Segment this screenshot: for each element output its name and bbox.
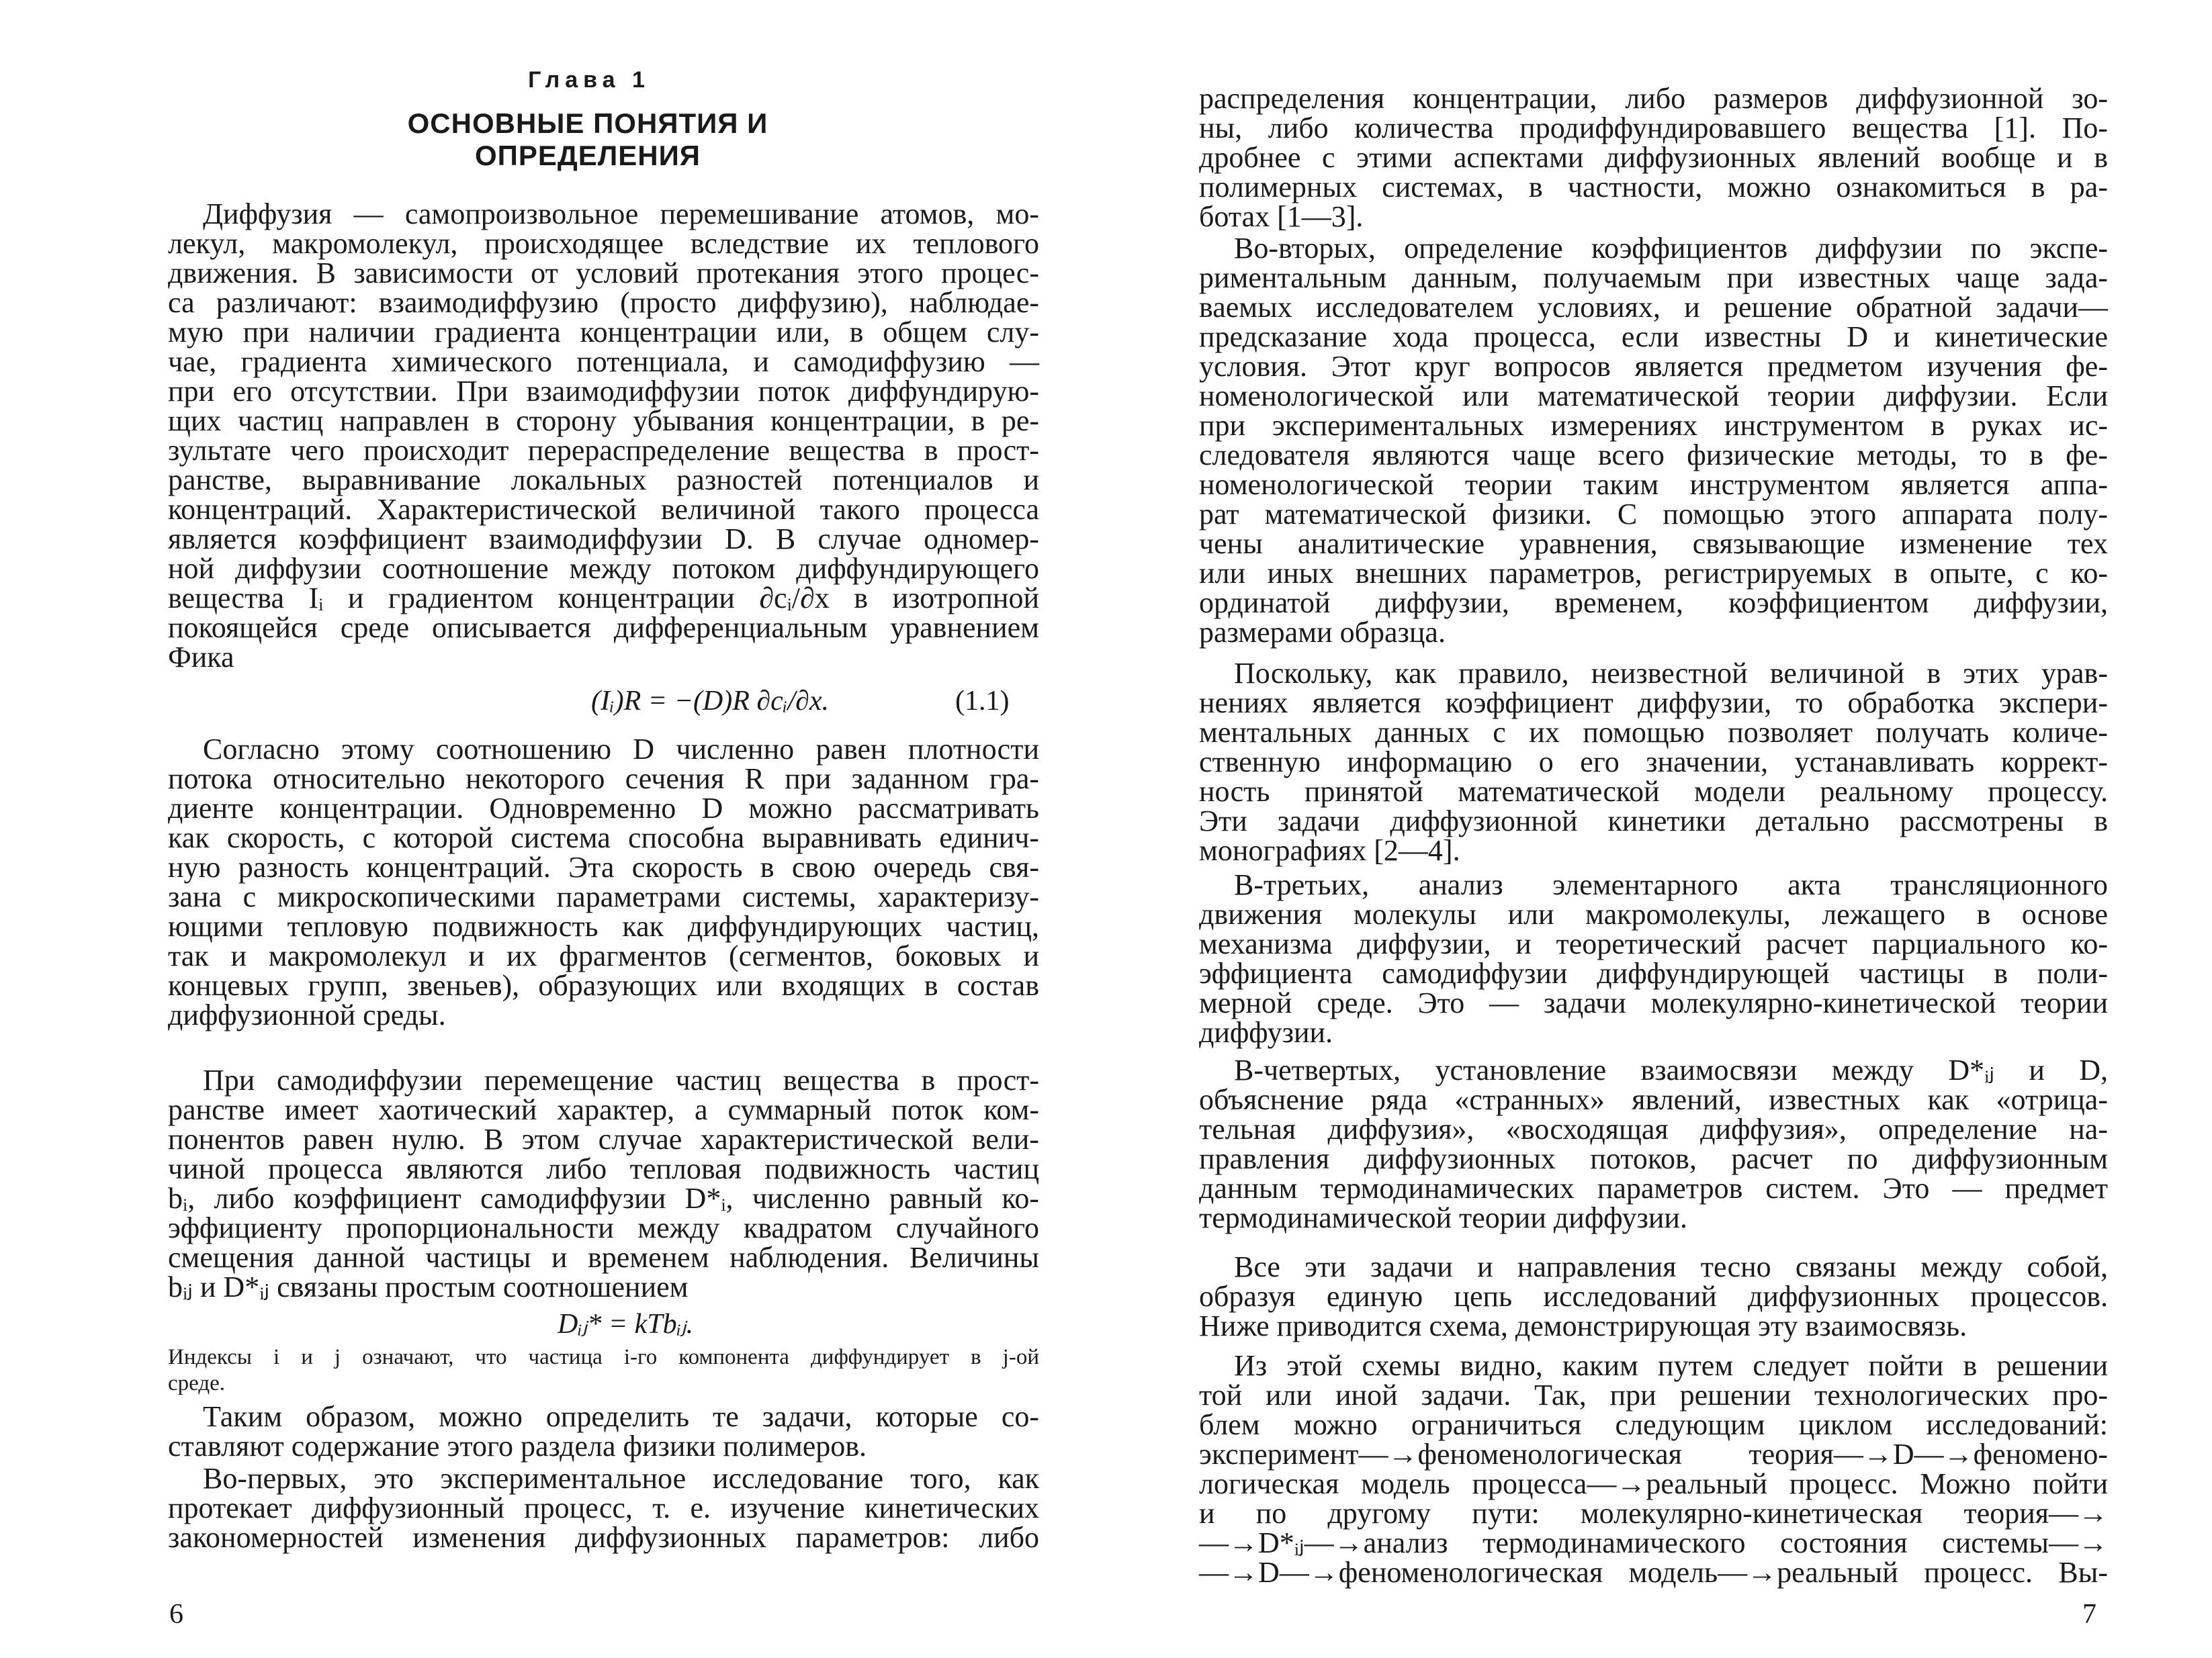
text-line: объяснение ряда «странных» явлений, известных как «отрица- (1199, 1083, 2108, 1116)
text-line: нениях является коэффициент диффузии, то обработка экспери- (1199, 686, 2108, 719)
text-line: покоящейся среде описывается дифференциальным уравнением (168, 611, 1039, 644)
text-line: риментальным данным, получаемым при известных чаще зада- (1199, 261, 2108, 294)
text-line: монографиях [2—4]. (1199, 834, 1460, 867)
text-line: Согласно этому соотношению D численно равен плотности (203, 733, 1039, 766)
text-line: зана с микроскопическими параметрами системы, характеризу- (168, 880, 1039, 913)
text-line: движения молекулы или макромолекулы, лежащего в основе (1199, 898, 2108, 931)
paragraph (1199, 1056, 2108, 1233)
footnote (168, 1344, 1039, 1397)
text-line: и по другому пути: молекулярно-кинетическая теория—→ (1199, 1497, 2108, 1530)
text-line: или иных внешних параметров, регистрируемых в опыте, с ко- (1199, 557, 2108, 590)
text-line: ны, либо количества продиффундировавшего вещества [1]. По- (1199, 111, 2108, 144)
text-line: Все эти задачи и направления тесно связаны между собой, (1234, 1250, 2108, 1283)
paragraph (168, 1066, 1039, 1302)
text-line: концевых групп, звеньев), образующих или входящих в состав (168, 969, 1039, 1002)
text-line: ной диффузии соотношение между потоком диффундирующего (168, 552, 1039, 585)
text-line: Поскольку, как правило, неизвестной величиной в этих урав- (1234, 657, 2108, 690)
text-line: ранстве имеет хаотический характер, а суммарный поток ком- (168, 1093, 1039, 1126)
text-line: Таким образом, можно определить те задачи, которые со- (203, 1400, 1039, 1433)
text-line: диффузии. (1199, 1016, 1333, 1049)
text-line: В-четвертых, установление взаимосвязи между D*ᵢⱼ и D, (1234, 1054, 2108, 1087)
text-line: термодинамической теории диффузии. (1199, 1201, 1687, 1234)
paragraph (1199, 1351, 2108, 1587)
text-line: при экспериментальных измерениях инструментом в руках ис- (1199, 409, 2108, 442)
footnote-line: Индексы i и j означают, что частица i-го компонента диффундирует в j-ой (168, 1345, 1039, 1369)
text-line: са различают: взаимодиффузию (просто диффузию), наблюдае- (168, 286, 1039, 319)
paragraph (168, 1464, 1039, 1553)
equation-fick: (Iᵢ)R = −(D)R ∂cᵢ/∂x. (591, 686, 830, 717)
page-number: 6 (169, 1599, 183, 1630)
text-line: предсказание хода процесса, если известны D и кинетические (1199, 320, 2108, 353)
equation-number: (1.1) (955, 686, 1010, 717)
text-line: В-третьих, анализ элементарного акта трансляционного (1234, 868, 2108, 901)
text-line: движения. В зависимости от условий протекания этого процес- (168, 257, 1039, 289)
paragraph (168, 735, 1039, 1030)
text-line: номенологической теории таким инструментом является аппа- (1199, 468, 2108, 501)
text-line: распределения концентрации, либо размеров диффузионной зо- (1199, 82, 2108, 115)
text-line: bᵢⱼ и D*ᵢⱼ связаны простым соотношением (168, 1271, 689, 1303)
text-line: той или иной задачи. Так, при решении технологических про- (1199, 1379, 2108, 1412)
page-number: 7 (2082, 1599, 2096, 1630)
paragraph (1199, 234, 2108, 647)
text-line: данным термодинамических параметров систем. Это — предмет (1199, 1172, 2108, 1205)
text-line: Эти задачи диффузионной кинетики детально рассмотрены в (1199, 804, 2108, 837)
text-line: эффициента самодиффузии диффундирующей частицы в поли- (1199, 957, 2108, 990)
text-line: лекул, макромолекул, происходящее вследствие их теплового (168, 227, 1039, 260)
text-line: рат математической физики. С помощью этого аппарата полу- (1199, 498, 2108, 531)
text-line: при его отсутствии. При взаимодиффузии поток диффундирую- (168, 375, 1039, 408)
text-line: ваемых исследователем условиях, и решение обратной задачи— (1199, 291, 2108, 324)
text-line: —→D*ᵢⱼ—→анализ термодинамического состояния системы—→ (1199, 1526, 2108, 1559)
text-line: ставляют содержание этого раздела физики полимеров. (168, 1430, 867, 1463)
text-line: эксперимент—→феноменологическая теория—→D—→феномено- (1199, 1438, 2108, 1471)
text-line: логическая модель процесса—→реальный процесс. Можно пойти (1199, 1467, 2108, 1500)
paragraph (1199, 1252, 2108, 1341)
text-line: ность принятой математической модели реальному процессу. (1199, 775, 2108, 808)
text-line: механизма диффузии, и теоретический расчет парциального ко- (1199, 927, 2108, 960)
text-line: правления диффузионных потоков, расчет по диффузионным (1199, 1142, 2108, 1175)
text-line: блем можно ограничиться следующим циклом исследований: (1199, 1408, 2108, 1441)
text-line: номенологической или математической теории диффузии. Если (1199, 379, 2108, 412)
text-line: следователя являются чаще всего физические методы, то в фе- (1199, 439, 2108, 471)
equation-self-diffusion: Dᵢⱼ* = kTbᵢⱼ. (558, 1309, 694, 1340)
text-line: Ниже приводится схема, демонстрирующая эту взаимосвязь. (1199, 1309, 1967, 1342)
text-line: ственную информацию о его значении, устанавливать коррект- (1199, 745, 2108, 778)
text-line: чены аналитические уравнения, связывающие изменение тех (1199, 527, 2108, 560)
text-line: Из этой схемы видно, каким путем следует пойти в решении (1234, 1349, 2108, 1382)
text-line: размерами образца. (1199, 616, 1446, 649)
text-line: ординатой диффузии, временем, коэффициентом диффузии, (1199, 586, 2108, 619)
paragraph (1199, 659, 2108, 866)
text-line: чае, градиента химического потенциала, и самодиффузию — (168, 345, 1039, 378)
text-line: При самодиффузии перемещение частиц вещества в прост- (203, 1064, 1039, 1097)
text-line: bᵢ, либо коэффициент самодиффузии D*ᵢ, численно равный ко- (168, 1182, 1039, 1215)
text-line: образуя единую цепь исследований диффузионных процессов. (1199, 1280, 2108, 1313)
text-line: ботах [1—3]. (1199, 200, 1364, 233)
paragraph (1199, 870, 2108, 1048)
text-line: —→D—→феноменологическая модель—→реальный процесс. Вы- (1199, 1556, 2108, 1589)
text-line: так и макромолекул и их фрагментов (сегментов, боковых и (168, 939, 1039, 972)
text-line: концентраций. Характеристической величиной такого процесса (168, 493, 1039, 526)
text-line: условия. Этот круг вопросов является предметом изучения фе- (1199, 350, 2108, 383)
text-line: понентов равен нулю. В этом случае характеристической вели- (168, 1123, 1039, 1156)
chapter-label: Глава 1 (528, 67, 650, 93)
text-line: ранстве, выравнивание локальных разностей потенциалов и (168, 463, 1039, 496)
text-line: ную разность концентраций. Эта скорость в свою очередь свя- (168, 851, 1039, 884)
text-line: тельная диффузия», «восходящая диффузия», определение на- (1199, 1113, 2108, 1146)
text-line: мерной среде. Это — задачи молекулярно-кинетической теории (1199, 986, 2108, 1019)
text-line: диенте концентрации. Одновременно D можно рассматривать (168, 792, 1039, 825)
footnote-line: среде. (168, 1371, 226, 1395)
text-line: как скорость, с которой система способна выравнивать единич- (168, 821, 1039, 854)
text-line: является коэффициент взаимодиффузии D. В случае одномер- (168, 522, 1039, 555)
text-line: закономерностей изменения диффузионных параметров: либо (168, 1521, 1039, 1554)
paragraph (168, 1402, 1039, 1461)
text-line: потока относительно некоторого сечения R при заданном гра- (168, 762, 1039, 795)
text-line: Диффузия — самопроизвольное перемешивание атомов, мо- (203, 197, 1039, 230)
text-line: протекает диффузионный процесс, т. е. изучение кинетических (168, 1491, 1039, 1524)
text-line: Во-первых, это экспериментальное исследование того, как (203, 1462, 1039, 1495)
text-line: смещения данной частицы и временем наблюдения. Величины (168, 1241, 1039, 1274)
text-line: эффициенту пропорциональности между квадратом случайного (168, 1211, 1039, 1244)
chapter-title: ОСНОВНЫЕ ПОНЯТИЯ И ОПРЕДЕЛЕНИЯ (407, 107, 768, 171)
text-line: вещества Iᵢ и градиентом концентрации ∂cᵢ/∂x в изотропной (168, 582, 1039, 614)
text-line: диффузионной среды. (168, 999, 446, 1031)
text-line: Фика (168, 641, 234, 674)
paragraph (168, 199, 1039, 672)
text-line: ментальных данных с их помощью позволяет получать количе- (1199, 716, 2108, 749)
text-line: щих частиц направлен в сторону убывания концентрации, в ре- (168, 404, 1039, 437)
text-line: дробнее с этими аспектами диффузионных явлений вообще и в (1199, 141, 2108, 174)
text-line: ющими тепловую подвижность как диффундирующих частиц, (168, 910, 1039, 943)
text-line: Во-вторых, определение коэффициентов диффузии по экспе- (1234, 232, 2108, 265)
text-line: полимерных системах, в частности, можно ознакомиться в ра- (1199, 171, 2108, 203)
text-line: зультате чего происходит перераспределение вещества в прост- (168, 434, 1039, 467)
paragraph (1199, 84, 2108, 232)
text-line: мую при наличии градиента концентрации или, в общем слу- (168, 316, 1039, 349)
text-line: чиной процесса являются либо тепловая подвижность частиц (168, 1152, 1039, 1185)
